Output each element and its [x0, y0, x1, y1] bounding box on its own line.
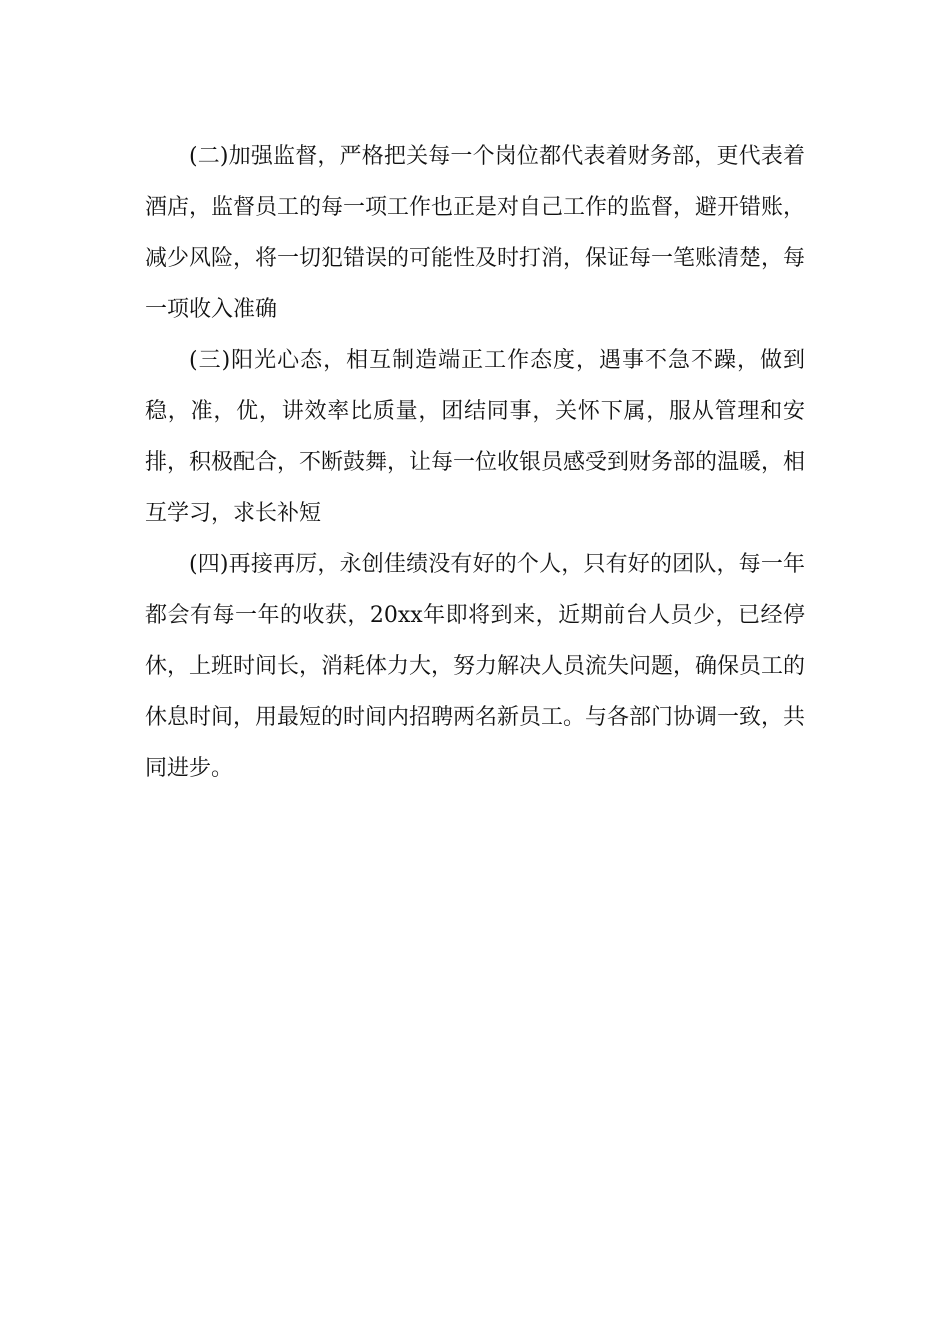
- paragraph-progress: (四)再接再厉，永创佳绩没有好的个人，只有好的团队，每一年都会有每一年的收获，20xx年即将到来，近期前台人员少，已经停休，上班时间长，消耗体力大，努力解决人员流失问题，确保员工的休息时间，用最短的时间内招聘两名新员工。与各部门协调一致，共同进步。: [145, 552, 806, 781]
- paragraph-attitude: (三)阳光心态，相互制造端正工作态度，遇事不急不躁，做到稳，准，优，讲效率比质量，团结同事，关怀下属，服从管理和安排，积极配合，不断鼓舞，让每一位收银员感受到财务部的温暖，相互学习，求长补短: [145, 348, 806, 526]
- paragraph-supervision: (二)加强监督，严格把关每一个岗位都代表着财务部，更代表着酒店，监督员工的每一项工作也正是对自己工作的监督，避开错账，减少风险，将一切犯错误的可能性及时打消，保证每一笔账清楚，每一项收入准确: [145, 144, 806, 322]
- document-body: [145, 131, 805, 794]
